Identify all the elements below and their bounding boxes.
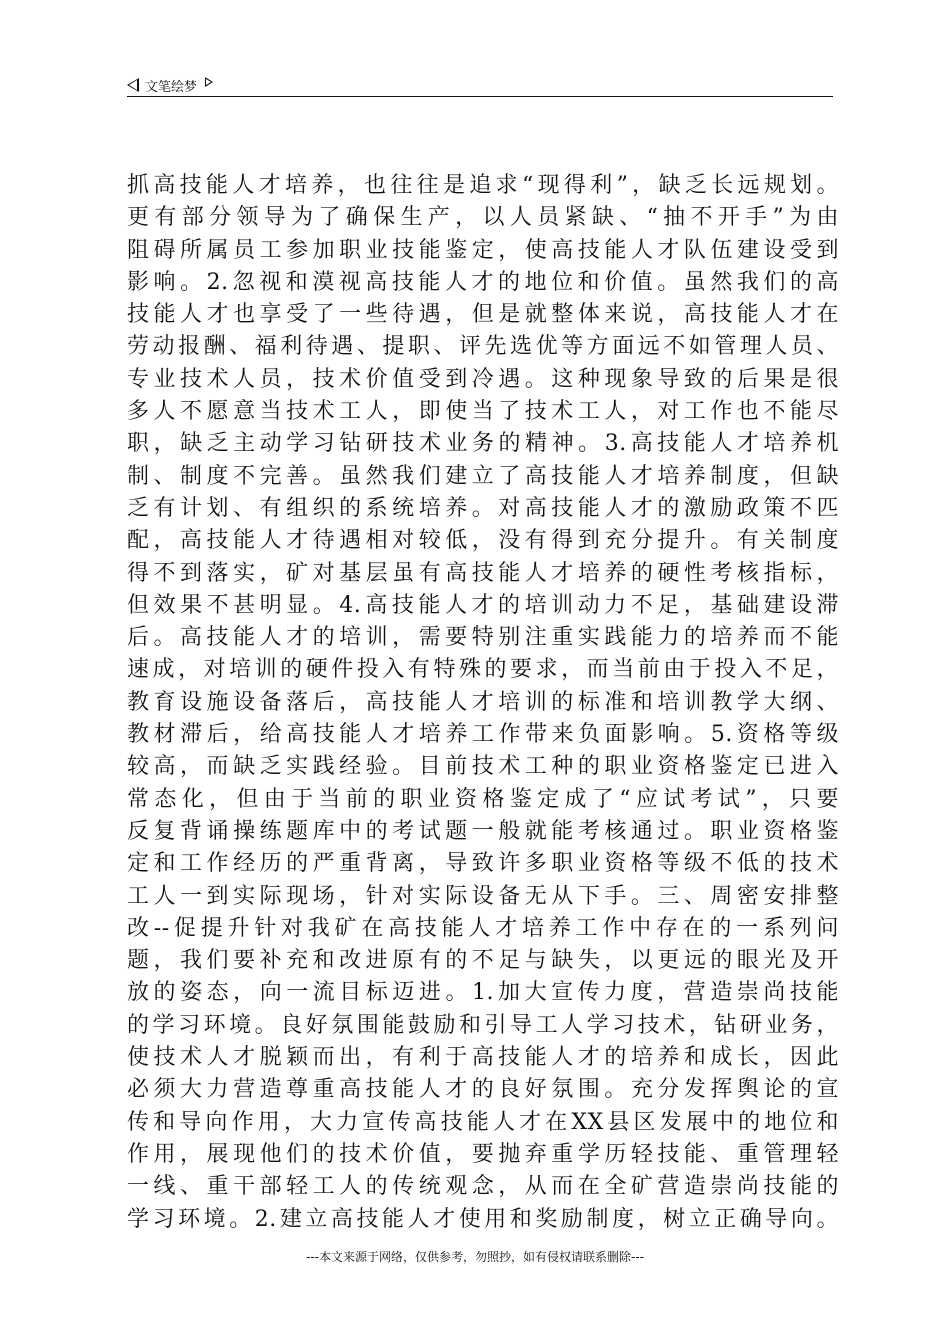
text-line: 教育设施设备落后，高技能人才培训的标准和培训教学大纲、 bbox=[127, 689, 839, 715]
text-line: 学习环境。2.建立高技能人才使用和奖励制度，树立正确导向。 bbox=[127, 1206, 839, 1232]
text-line: 工人一到实际现场，针对实际设备无从下手。三、周密安排整 bbox=[127, 883, 839, 909]
text-line: 常态化，但由于当前的职业资格鉴定成了“应试考试”，只要 bbox=[127, 786, 839, 812]
text-line: 教材滞后，给高技能人才培养工作带来负面影响。5.资格等级 bbox=[127, 722, 839, 748]
text-line: 多人不愿意当技术工人，即使当了技术工人，对工作也不能尽 bbox=[127, 399, 839, 425]
text-line: 速成，对培训的硬件投入有特殊的要求，而当前由于投入不足， bbox=[127, 657, 839, 683]
text-line: 技能人才也享受了一些待遇，但是就整体来说，高技能人才在 bbox=[127, 302, 839, 328]
text-line: 配，高技能人才待遇相对较低，没有得到充分提升。有关制度 bbox=[127, 528, 839, 554]
text-line: 作用，展现他们的技术价值，要抛弃重学历轻技能、重管理轻 bbox=[127, 1141, 839, 1167]
header-row bbox=[127, 74, 833, 96]
text-line: 但效果不甚明显。4.高技能人才的培训动力不足，基础建设滞 bbox=[127, 592, 839, 618]
text-line: 传和导向作用，大力宣传高技能人才在XX县区发展中的地位和 bbox=[127, 1109, 839, 1135]
triangle-left-icon bbox=[127, 78, 139, 92]
body-text bbox=[127, 170, 839, 1236]
triangle-right-icon bbox=[205, 77, 213, 87]
text-line: 定和工作经历的严重背离，导致许多职业资格等级不低的技术 bbox=[127, 851, 839, 877]
text-line: 得不到落实，矿对基层虽有高技能人才培养的硬性考核指标， bbox=[127, 560, 839, 586]
footer-disclaimer: ---本文来源于网络，仅供参考，勿照抄，如有侵权请联系删除--- bbox=[306, 1250, 644, 1264]
text-line: 更有部分领导为了确保生产，以人员紧缺、“抽不开手”为由 bbox=[127, 205, 839, 231]
text-line: 职，缺乏主动学习钻研技术业务的精神。3.高技能人才培养机 bbox=[127, 431, 839, 457]
text-line: 阻碍所属员工参加职业技能鉴定，使高技能人才队伍建设受到 bbox=[127, 237, 839, 263]
header-title: 文笔绘梦 bbox=[145, 79, 198, 95]
text-line: 较高，而缺乏实践经验。目前技术工种的职业资格鉴定已进入 bbox=[127, 754, 839, 780]
text-line: 使技术人才脱颖而出，有利于高技能人才的培养和成长，因此 bbox=[127, 1045, 839, 1071]
text-line: 一线、重干部轻工人的传统观念，从而在全矿营造崇尚技能的 bbox=[127, 1174, 839, 1200]
text-line: 专业技术人员，技术价值受到冷遇。这种现象导致的后果是很 bbox=[127, 366, 839, 392]
text-line: 必须大力营造尊重高技能人才的良好氛围。充分发挥舆论的宣 bbox=[127, 1077, 839, 1103]
text-line: 乏有计划、有组织的系统培养。对高技能人才的激励政策不匹 bbox=[127, 495, 839, 521]
text-line: 抓高技能人才培养，也往往是追求“现得利”，缺乏长远规划。 bbox=[127, 173, 839, 198]
text-line: 制、制度不完善。虽然我们建立了高技能人才培养制度，但缺 bbox=[127, 463, 839, 489]
text-line: 放的姿态，向一流目标迈进。1.加大宣传力度，营造崇尚技能 bbox=[127, 980, 839, 1006]
text-line: 后。高技能人才的培训，需要特别注重实践能力的培养而不能 bbox=[127, 625, 839, 651]
text-line: 的学习环境。良好氛围能鼓励和引导工人学习技术，钻研业务， bbox=[127, 1012, 839, 1038]
page-header bbox=[127, 74, 833, 98]
text-line: 题，我们要补充和改进原有的不足与缺失，以更远的眼光及开 bbox=[127, 948, 839, 974]
text-line: 影响。2.忽视和漠视高技能人才的地位和价值。虽然我们的高 bbox=[127, 269, 839, 295]
text-line: 改--促提升针对我矿在高技能人才培养工作中存在的一系列问 bbox=[127, 915, 839, 941]
text-line: 劳动报酬、福利待遇、提职、评先选优等方面远不如管理人员、 bbox=[127, 334, 839, 360]
header-divider bbox=[127, 96, 833, 97]
text-line: 反复背诵操练题库中的考试题一般就能考核通过。职业资格鉴 bbox=[127, 818, 839, 844]
